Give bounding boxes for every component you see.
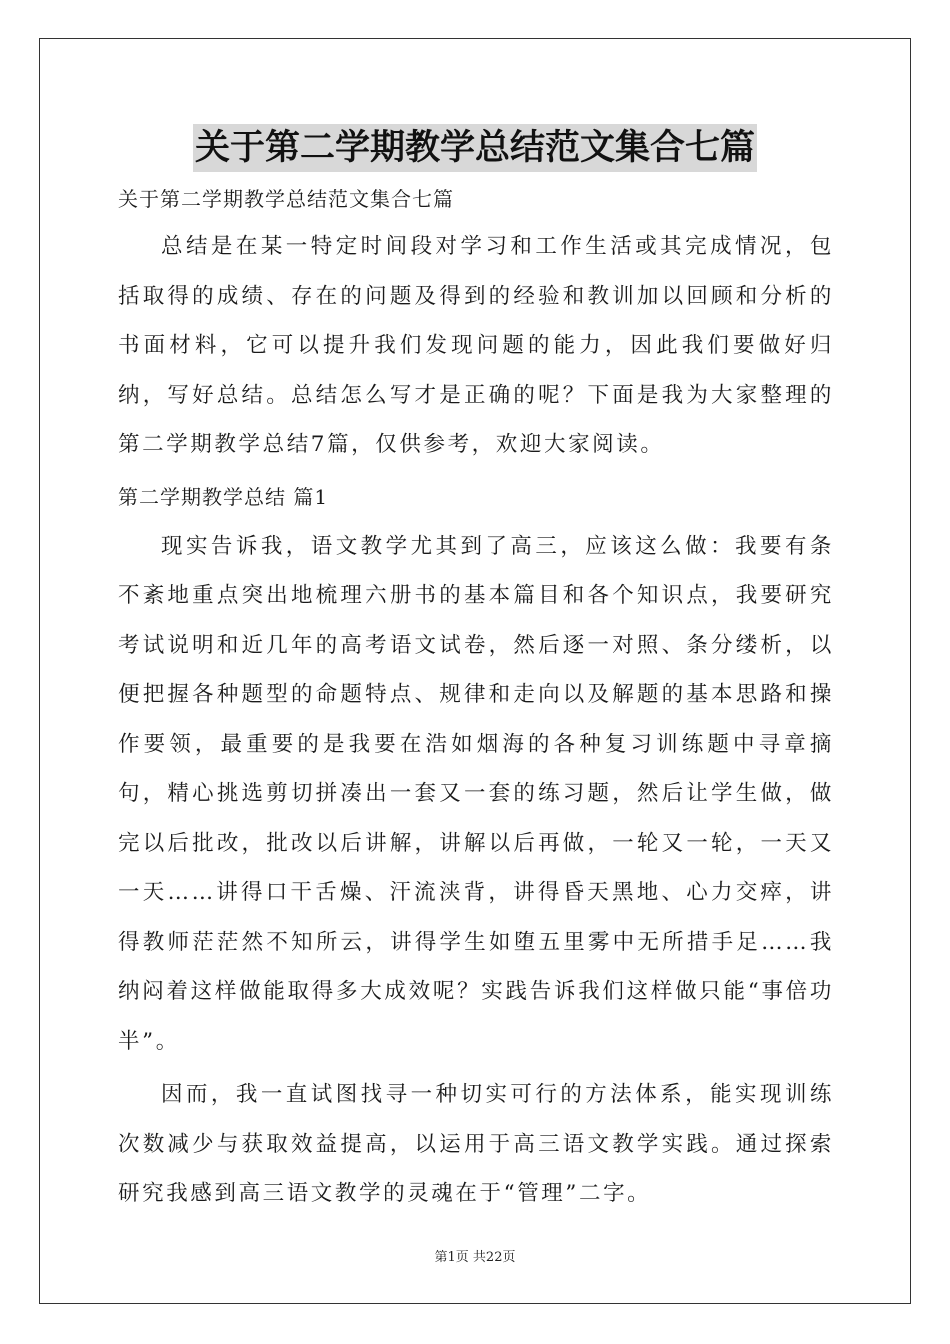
- intro-paragraph: 总结是在某一特定时间段对学习和工作生活或其完成情况，包括取得的成绩、存在的问题及得到的经验和教训加以回顾和分析的书面材料，它可以提升我们发现问题的能力，因此我们要做好归纳，写好总结。总结怎么写才是正确的呢？下面是我为大家整理的第二学期教学总结7篇，仅供参考，欢迎大家阅读。: [118, 234, 834, 457]
- body-paragraph-2: 因而，我一直试图找寻一种切实可行的方法体系，能实现训练次数减少与获取效益提高，以运用于高三语文教学实践。通过探索研究我感到高三语文教学的灵魂在于“管理”二字。: [118, 1082, 834, 1206]
- document-subtitle: 关于第二学期教学总结范文集合七篇: [118, 187, 454, 211]
- document-title: [0, 124, 950, 172]
- document-body: [118, 180, 834, 1223]
- body-paragraph-1: 现实告诉我，语文教学尤其到了高三，应该这么做：我要有条不紊地重点突出地梳理六册书的基本篇目和各个知识点，我要研究考试说明和近几年的高考语文试卷，然后逐一对照、条分缕析，以便把握各种题型的命题特点、规律和走向以及解题的基本思路和操作要领，最重要的是我要在浩如烟海的各种复习训练题中寻章摘句，精心挑选剪切拼凑出一套又一套的练习题，然后让学生做，做完以后批改，批改以后讲解，讲解以后再做，一轮又一轮，一天又一天……讲得口干舌燥、汗流浃背，讲得昏天黑地、心力交瘁，讲得教师茫茫然不知所云，讲得学生如堕五里雾中无所措手足……我纳闷着这样做能取得多大成效呢？实践告诉我们这样做只能“事倍功半”。: [118, 533, 834, 1054]
- page-footer: 第1页 共22页: [434, 1250, 516, 1265]
- document-title-text: 关于第二学期教学总结范文集合七篇: [193, 124, 757, 172]
- section-heading: 第二学期教学总结 篇1: [118, 484, 329, 509]
